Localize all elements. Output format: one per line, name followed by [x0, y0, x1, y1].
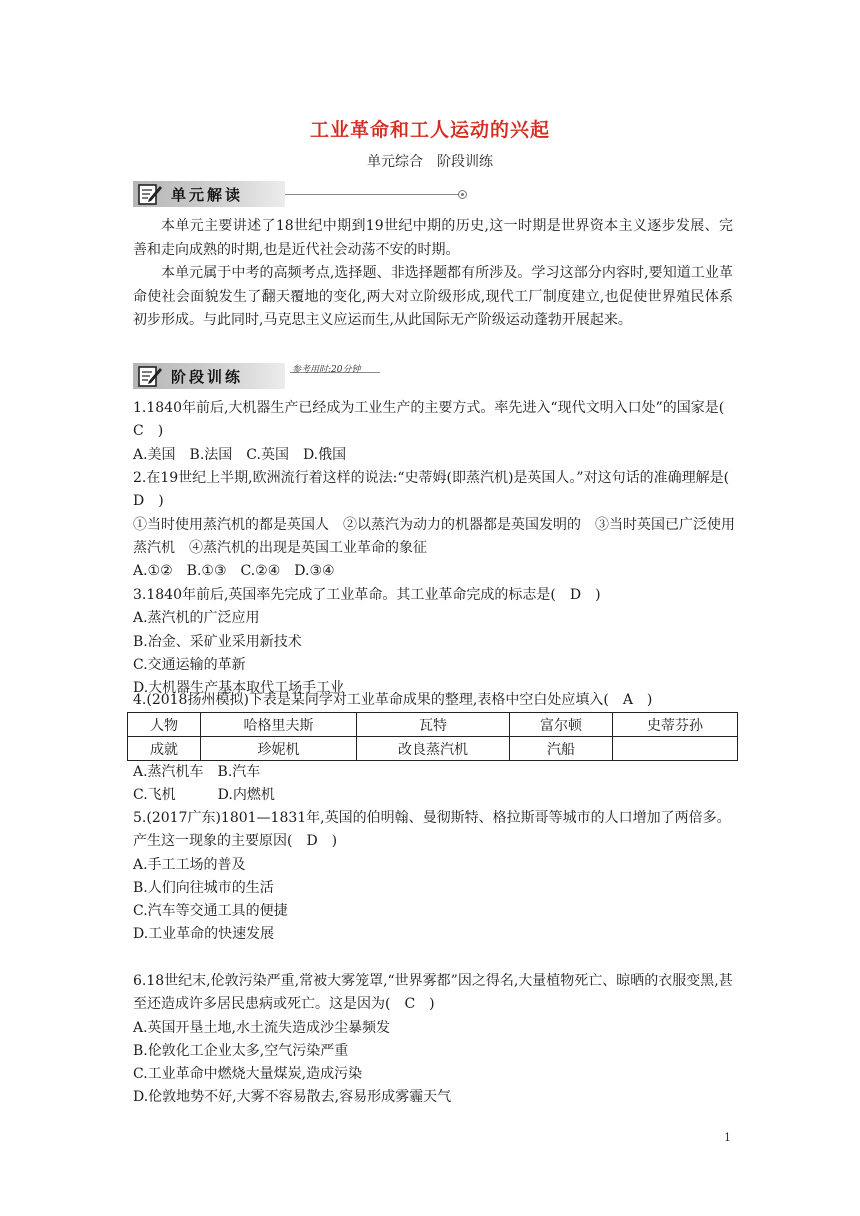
table-cell: 史蒂芬孙: [613, 713, 738, 737]
intro-paragraph-2: 本单元属于中考的高频考点,选择题、非选择题都有所涉及。学习这部分内容时,要知道工业革命使社会面貌发生了翻天覆地的变化,两大对立阶级形成,现代工厂制度建立,也促使世界殖民体系初步形成。与此同时,马克思主义应运而生,从此国际无产阶级运动蓬勃开展起来。: [133, 265, 733, 328]
page-number: 1: [724, 1131, 731, 1144]
option-b: B.人们向往城市的生活: [133, 879, 274, 896]
option-d: D.大机器生产基本取代工场手工业: [133, 680, 345, 697]
option-c: C.交通运输的革新: [133, 656, 246, 673]
option-b: B.冶金、采矿业采用新技术: [133, 633, 302, 650]
question-stem: 3.1840年前后,英国率先完成了工业革命。其工业革命完成的标志是( D ): [133, 587, 601, 603]
question-2: [133, 467, 744, 583]
question-stem: 2.在19世纪上半期,欧洲流行着这样的说法:“史蒂姆(即蒸汽机)是英国人。”对这句话的准确理解是( D ): [133, 470, 744, 510]
section-banner-unit-reading: [133, 181, 285, 207]
time-note: 参考用时:20分钟: [292, 365, 361, 375]
question-6: [133, 970, 735, 1110]
table-cell: 人物: [128, 713, 201, 737]
option-c: C.工业革命中燃烧大量煤炭,造成污染: [133, 1066, 363, 1083]
table-cell: 珍妮机: [201, 737, 357, 761]
option-a: A.蒸汽机的广泛应用: [133, 610, 260, 627]
option-a: A.手工工场的普及: [133, 856, 246, 873]
option-d: D.工业革命的快速发展: [133, 926, 275, 943]
section-label: 阶段训练: [171, 367, 244, 386]
section-label: 单元解读: [171, 185, 244, 204]
question-options: A.蒸汽机车 B.汽车: [133, 764, 261, 780]
table-cell: 富尔顿: [510, 713, 613, 737]
table-cell: 瓦特: [357, 713, 510, 737]
results-table: [127, 712, 738, 761]
table-cell: 汽船: [510, 737, 613, 761]
question-statements: ①当时使用蒸汽机的都是英国人 ②以蒸汽为动力的机器都是英国发明的 ③当时英国已广泛使用蒸汽机 ④蒸汽机的出现是英国工业革命的象征: [133, 516, 735, 556]
table-cell: 成就: [128, 737, 201, 761]
intro-paragraph-1: 本单元主要讲述了18世纪中期到19世纪中期的历史,这一时期是世界资本主义逐步发展、完善和走向成熟的时期,也是近代社会动荡不安的时期。: [133, 218, 733, 258]
pencil-notepad-icon: [133, 363, 165, 389]
question-3: [133, 584, 735, 700]
question-stem: 5.(2017广东)1801—1831年,英国的伯明翰、曼彻斯特、格拉斯哥等城市的人口增加了两倍多。产生这一现象的主要原因( D ): [133, 810, 731, 850]
table-cell-blank: [613, 737, 738, 761]
option-c: C.汽车等交通工具的便捷: [133, 903, 288, 920]
table-row: [128, 713, 738, 737]
question-options: C.飞机 D.内燃机: [133, 787, 275, 804]
option-d: D.伦敦地势不好,大雾不容易散去,容易形成雾霾天气: [133, 1089, 452, 1106]
question-4-options: [133, 761, 735, 808]
page-subtitle: 单元综合 阶段训练: [367, 154, 493, 170]
section-banner-stage-training: [133, 363, 285, 389]
question-options: A.美国 B.法国 C.英国 D.俄国: [133, 446, 347, 463]
question-5: [133, 807, 735, 947]
question-stem: 6.18世纪末,伦敦污染严重,常被大雾笼罩,“世界雾都”因之得名,大量植物死亡、晾晒的衣服变黑,甚至还造成许多居民患病或死亡。这是因为( C ): [133, 973, 733, 1013]
page-title: 工业革命和工人运动的兴起: [309, 119, 550, 141]
pencil-notepad-icon: [133, 181, 165, 207]
question-1: [133, 397, 739, 467]
table-row: [128, 737, 738, 761]
banner-divider: [285, 194, 460, 195]
option-a: A.英国开垦土地,水土流失造成沙尘暴频发: [133, 1019, 391, 1036]
question-stem: 1.1840年前后,大机器生产已经成为工业生产的主要方式。率先进入“现代文明入口处”的国家是( C ): [133, 400, 739, 440]
question-4-stem: 4.(2018扬州模拟)下表是某同学对工业革命成果的整理,表格中空白处应填入( A ): [133, 692, 653, 708]
table-cell: 改良蒸汽机: [357, 737, 510, 761]
circle-marker-icon: [458, 190, 467, 199]
table-cell: 哈格里夫斯: [201, 713, 357, 737]
option-b: B.伦敦化工企业太多,空气污染严重: [133, 1042, 349, 1059]
question-options: A.①② B.①③ C.②④ D.③④: [133, 563, 335, 580]
